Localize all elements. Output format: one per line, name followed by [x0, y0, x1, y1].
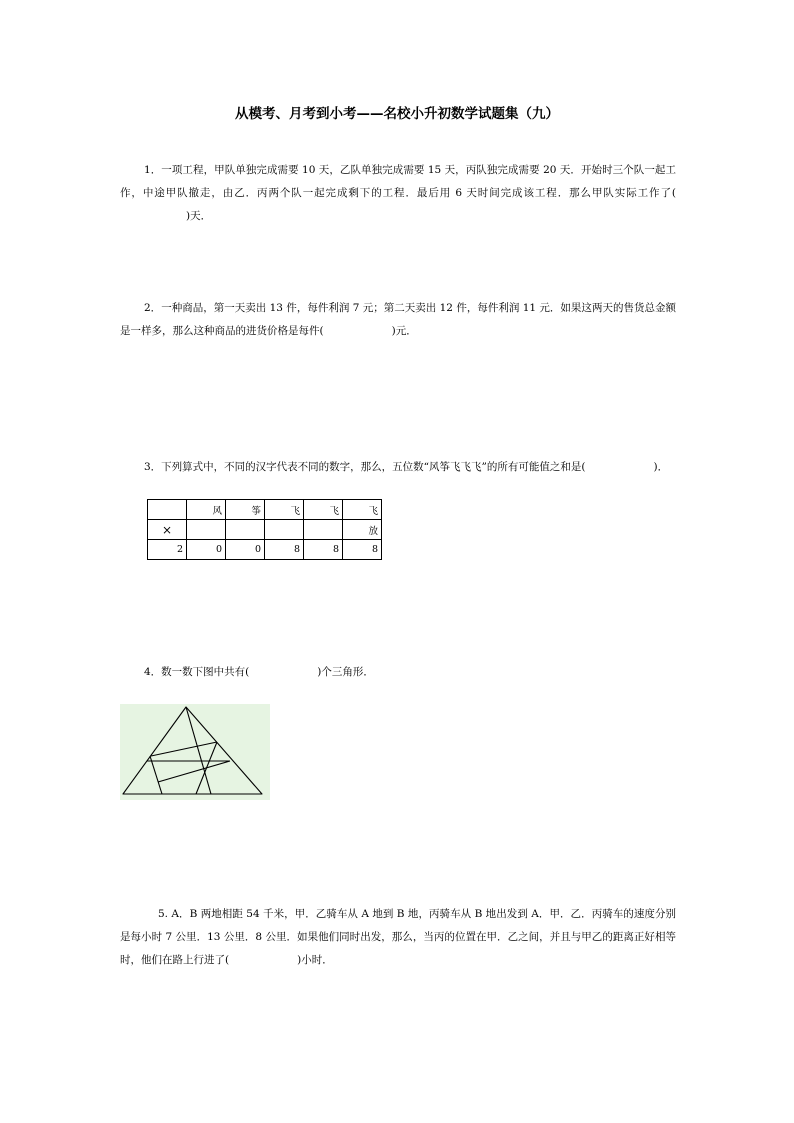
- table-row: [148, 520, 382, 540]
- table-cell: 2: [148, 540, 187, 560]
- page-title: 从模考、月考到小考——名校小升初数学试题集（九）: [235, 106, 559, 122]
- question-3-text: 3．下列算式中，不同的汉字代表不同的数字，那么，五位数“风筝飞飞飞”的所有可能值之和是(: [144, 461, 586, 473]
- table-cell: 0: [226, 540, 265, 560]
- question-2-suffix: )元．: [391, 325, 417, 337]
- question-4-suffix: )个三角形．: [317, 666, 374, 678]
- table-cell: 筝: [226, 500, 265, 520]
- question-3-suffix: )．: [653, 461, 669, 473]
- table-cell: [226, 520, 265, 540]
- table-cell: 放: [343, 520, 382, 540]
- inner-line: [158, 761, 230, 782]
- inner-line: [150, 756, 162, 794]
- table-cell: 8: [265, 540, 304, 560]
- table-cell: 0: [187, 540, 226, 560]
- table-row: [148, 500, 382, 520]
- question-4: [120, 661, 676, 684]
- table-cell: 风: [187, 500, 226, 520]
- table-cell: [148, 500, 187, 520]
- table-cell: [187, 520, 226, 540]
- triangle-figure: [120, 704, 270, 800]
- table-row: [148, 540, 382, 560]
- triangle-diagram: [120, 704, 270, 800]
- question-5: [120, 903, 676, 972]
- table-cell: 8: [304, 540, 343, 560]
- question-3: [120, 456, 676, 479]
- inner-line: [186, 707, 211, 794]
- question-2: [120, 297, 676, 343]
- question-4-text: 4．数一数下图中共有(: [144, 666, 250, 678]
- inner-line: [151, 742, 217, 756]
- table-cell: 8: [343, 540, 382, 560]
- multiply-sign: ×: [148, 520, 187, 540]
- question-5-text: 5. A．B 两地相距 54 千米，甲．乙骑车从 A 地到 B 地，丙骑车从 B 地出发到 A．甲．乙．丙骑车的速度分别是每小时 7 公里．13 公里．8 公里．如果他们同时出发，那么，当丙的位置在甲．乙之间，并且与甲乙的距离正好相等时，他们在路上行进了(: [120, 908, 676, 966]
- table-cell: 飞: [304, 500, 343, 520]
- table-cell: 飞: [265, 500, 304, 520]
- question-2-text: 2．一种商品，第一天卖出 13 件，每件利润 7 元；第二天卖出 12 件，每件利润 11 元．如果这两天的售货总金额是一样多，那么这种商品的进货价格是每件(: [120, 302, 676, 337]
- table-cell: [265, 520, 304, 540]
- question-5-suffix: )小时．: [297, 954, 333, 966]
- table-cell: 飞: [343, 500, 382, 520]
- question-1-suffix: )天．: [186, 210, 212, 222]
- table-cell: [304, 520, 343, 540]
- outer-triangle: [123, 707, 262, 794]
- question-1: [120, 159, 676, 228]
- question-1-text: 1．一项工程，甲队单独完成需要 10 天，乙队单独完成需要 15 天，丙队独完成需要 20 天．开始时三个队一起工作，中途甲队撤走，由乙．丙两个队一起完成剩下的工程．最后用 6 天时间完成该工程．那么甲队实际工作了(: [120, 164, 676, 199]
- multiplication-table: [147, 499, 382, 560]
